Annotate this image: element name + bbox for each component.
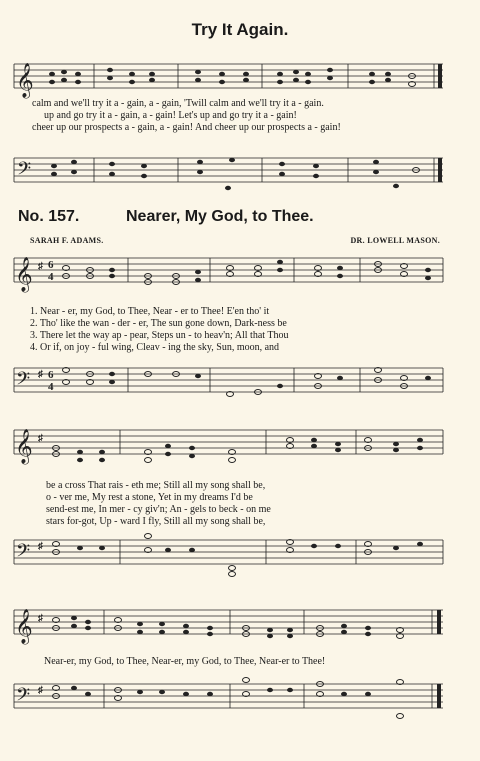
bass-staff [0,672,480,732]
svg-text:♯: ♯ [38,541,43,552]
song-title: Try It Again. [191,20,289,39]
hymn-title: Nearer, My God, to Thee. [126,208,314,225]
svg-text:4: 4 [48,381,54,393]
verse-line: stars for-got, Up - ward I fly, Still all my song shall be, [46,516,266,527]
svg-text:𝄞: 𝄞 [15,429,33,464]
treble-staff [0,600,480,652]
lyricist-credit: SARAH F. ADAMS. [30,236,104,245]
bass-staff [0,528,480,584]
verse-line: 4. Or if, on joy - ful wing, Cleav - ing the sky, Sun, moon, and [30,342,280,353]
svg-text:♯: ♯ [38,433,43,444]
composer-credit: DR. LOWELL MASON. [350,236,440,245]
svg-text:♯: ♯ [38,261,43,272]
lyric-line: cheer up our prospects a - gain, a - gain! And cheer up our prospects a - gain! [32,122,341,133]
treble-staff [0,246,480,302]
verse-line: send-est me, In mer - cy giv'n; An - gels to beck - on me [46,504,271,515]
svg-text:𝄢: 𝄢 [17,159,32,184]
svg-text:𝄞: 𝄞 [16,63,34,98]
bass-staff [0,140,480,200]
lyric-line: calm and we'll try it a - gain, a - gain, 'Twill calm and we'll try it a - gain. [32,98,324,109]
verse-line: 2. Tho' like the wan - der - er, The sun gone down, Dark-ness be [30,318,287,329]
treble-staff [0,418,480,476]
lyric-line: up and go try it a - gain, a - gain! Let's up and go try it a - gain! [44,110,297,121]
verse-line: 3. There let the way ap - pear, Steps un - to heav'n; All that Thou [30,330,289,341]
svg-text:𝄢: 𝄢 [16,541,31,566]
svg-text:𝄢: 𝄢 [16,369,31,394]
verse-line: o - ver me, My rest a stone, Yet in my dreams I'd be [46,492,253,503]
svg-text:6: 6 [48,259,54,271]
bass-staff [0,356,480,406]
verse-line: 1. Near - er, my God, to Thee, Near - er to Thee! E'en tho' it [30,306,270,317]
svg-text:𝄞: 𝄞 [15,609,33,644]
refrain-line: Near-er, my God, to Thee, Near-er, my God, to Thee, Near-er to Thee! [44,656,326,667]
svg-text:𝄞: 𝄞 [15,257,33,292]
svg-text:4: 4 [48,271,54,283]
svg-text:♯: ♯ [38,613,43,624]
verse-line: be a cross That rais - eth me; Still all my song shall be, [46,480,266,491]
svg-text:𝄢: 𝄢 [16,685,31,710]
svg-text:♯: ♯ [38,369,43,380]
hymn-number: No. 157. [18,208,80,225]
svg-text:6: 6 [48,369,54,381]
svg-text:♯: ♯ [38,685,43,696]
